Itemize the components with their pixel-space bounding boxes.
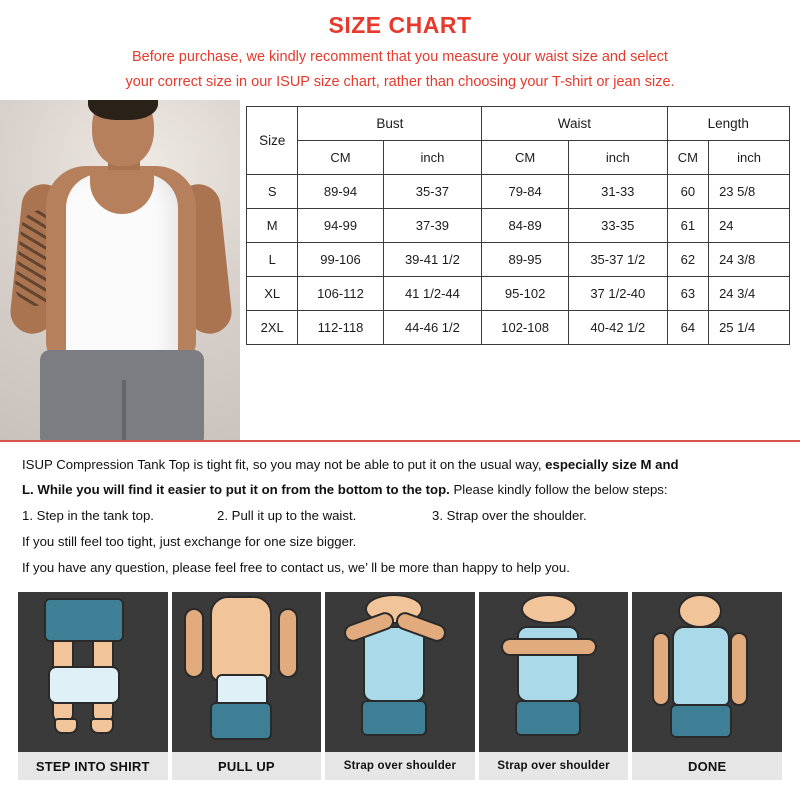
cell-length-cm: 62 bbox=[667, 242, 708, 276]
cell-waist-inch: 40-42 1/2 bbox=[568, 310, 667, 344]
table-header-row-units bbox=[247, 140, 790, 174]
cell-waist-inch: 33-35 bbox=[568, 208, 667, 242]
tank-top-on-body bbox=[363, 626, 425, 702]
cell-waist-cm: 95-102 bbox=[482, 276, 569, 310]
cell-bust-cm: 99-106 bbox=[298, 242, 383, 276]
cell-length-cm: 63 bbox=[667, 276, 708, 310]
instruction-p2-normal: Please kindly follow the below steps: bbox=[449, 482, 668, 498]
instruction-paragraph-4: If you have any question, please feel free to contact us, we’ ll be more than happy to help you. bbox=[22, 559, 570, 575]
cell-size: L bbox=[247, 242, 298, 276]
header bbox=[0, 0, 800, 100]
cell-length-inch: 24 3/8 bbox=[709, 242, 790, 276]
instructions-section bbox=[0, 440, 800, 587]
cell-length-inch: 25 1/4 bbox=[709, 310, 790, 344]
white-tank-top bbox=[66, 174, 178, 364]
step-caption: STEP INTO SHIRT bbox=[18, 752, 168, 780]
shorts bbox=[361, 700, 427, 736]
header-bust-inch: inch bbox=[383, 140, 482, 174]
head bbox=[521, 594, 577, 624]
header-waist-inch: inch bbox=[568, 140, 667, 174]
header-length-cm: CM bbox=[667, 140, 708, 174]
cell-waist-inch: 37 1/2-40 bbox=[568, 276, 667, 310]
instruction-p1-normal: ISUP Compression Tank Top is tight fit, so you may not be able to put it on the usual way, bbox=[22, 456, 546, 472]
header-length-inch: inch bbox=[709, 140, 790, 174]
header-waist-cm: CM bbox=[482, 140, 569, 174]
cell-length-inch: 24 3/4 bbox=[709, 276, 790, 310]
subtitle-line-2: your correct size in our ISUP size chart, rather than choosing your T-shirt or jean size. bbox=[125, 74, 675, 91]
header-length: Length bbox=[667, 106, 789, 140]
tank-top-at-feet bbox=[48, 666, 120, 704]
instruction-step-2: 2. Pull it up to the waist. bbox=[217, 508, 357, 524]
cell-bust-inch: 35-37 bbox=[383, 174, 482, 208]
instruction-p2-bold: L. While you will find it easier to put it on from the bottom to the top. bbox=[22, 482, 450, 498]
cell-waist-cm: 102-108 bbox=[482, 310, 569, 344]
arm-right bbox=[730, 632, 748, 706]
arm-left bbox=[184, 608, 204, 678]
instruction-p1-bold: especially size M and bbox=[545, 456, 679, 472]
table-header-row-groups bbox=[247, 106, 790, 140]
shorts bbox=[44, 598, 124, 642]
cell-waist-cm: 79-84 bbox=[482, 174, 569, 208]
cell-bust-inch: 41 1/2-44 bbox=[383, 276, 482, 310]
cell-bust-inch: 37-39 bbox=[383, 208, 482, 242]
cell-bust-inch: 39-41 1/2 bbox=[383, 242, 482, 276]
step-caption: Strap over shoulder bbox=[325, 752, 475, 780]
step-image-step-into-shirt bbox=[18, 592, 168, 780]
cell-bust-cm: 112-118 bbox=[298, 310, 383, 344]
header-bust-cm: CM bbox=[298, 140, 383, 174]
cell-size: 2XL bbox=[247, 310, 298, 344]
table-row bbox=[247, 208, 790, 242]
size-table bbox=[246, 106, 790, 345]
torso bbox=[210, 596, 272, 682]
step-caption: DONE bbox=[632, 752, 782, 780]
shorts bbox=[515, 700, 581, 736]
model-shorts bbox=[40, 350, 204, 440]
cell-bust-inch: 44-46 1/2 bbox=[383, 310, 482, 344]
instruction-step-3: 3. Strap over the shoulder. bbox=[432, 508, 587, 524]
product-photo bbox=[0, 100, 240, 440]
cell-length-cm: 61 bbox=[667, 208, 708, 242]
cell-size: XL bbox=[247, 276, 298, 310]
arm-left bbox=[652, 632, 670, 706]
shorts bbox=[670, 704, 732, 738]
cell-length-cm: 64 bbox=[667, 310, 708, 344]
arm-right bbox=[278, 608, 298, 678]
foot-right bbox=[90, 718, 114, 734]
table-row bbox=[247, 242, 790, 276]
chart-section bbox=[0, 100, 800, 440]
instruction-paragraph-1 bbox=[22, 452, 778, 478]
instruction-steps-row bbox=[22, 503, 778, 529]
cell-waist-inch: 31-33 bbox=[568, 174, 667, 208]
cell-waist-inch: 35-37 1/2 bbox=[568, 242, 667, 276]
head bbox=[678, 594, 722, 628]
subtitle-line-1: Before purchase, we kindly recomment that you measure your waist size and select bbox=[132, 49, 668, 65]
step-image-strap-over-shoulder-1 bbox=[325, 592, 475, 780]
table-row bbox=[247, 174, 790, 208]
arms-crossed bbox=[501, 638, 597, 656]
step-image-done bbox=[632, 592, 782, 780]
cell-bust-cm: 94-99 bbox=[298, 208, 383, 242]
cell-length-inch: 23 5/8 bbox=[709, 174, 790, 208]
step-image-pull-up bbox=[172, 592, 322, 780]
cell-size: S bbox=[247, 174, 298, 208]
shorts bbox=[210, 702, 272, 740]
cell-bust-cm: 106-112 bbox=[298, 276, 383, 310]
step-image-strap-over-shoulder-2 bbox=[479, 592, 629, 780]
cell-size: M bbox=[247, 208, 298, 242]
cell-length-cm: 60 bbox=[667, 174, 708, 208]
header-size: Size bbox=[247, 106, 298, 174]
tank-top-worn bbox=[672, 626, 730, 706]
instruction-step-1: 1. Step in the tank top. bbox=[22, 508, 154, 524]
size-table-wrapper bbox=[240, 100, 800, 345]
instruction-paragraph-2 bbox=[22, 477, 778, 503]
step-caption: Strap over shoulder bbox=[479, 752, 629, 780]
cell-waist-cm: 89-95 bbox=[482, 242, 569, 276]
cell-length-inch: 24 bbox=[709, 208, 790, 242]
cell-bust-cm: 89-94 bbox=[298, 174, 383, 208]
step-caption: PULL UP bbox=[172, 752, 322, 780]
foot-left bbox=[54, 718, 78, 734]
header-bust: Bust bbox=[298, 106, 482, 140]
cell-waist-cm: 84-89 bbox=[482, 208, 569, 242]
instruction-paragraph-3: If you still feel too tight, just exchange for one size bigger. bbox=[22, 533, 357, 549]
table-row bbox=[247, 276, 790, 310]
step-illustrations bbox=[0, 586, 800, 792]
header-waist: Waist bbox=[482, 106, 667, 140]
page-title: SIZE CHART bbox=[328, 12, 472, 38]
table-row bbox=[247, 310, 790, 344]
